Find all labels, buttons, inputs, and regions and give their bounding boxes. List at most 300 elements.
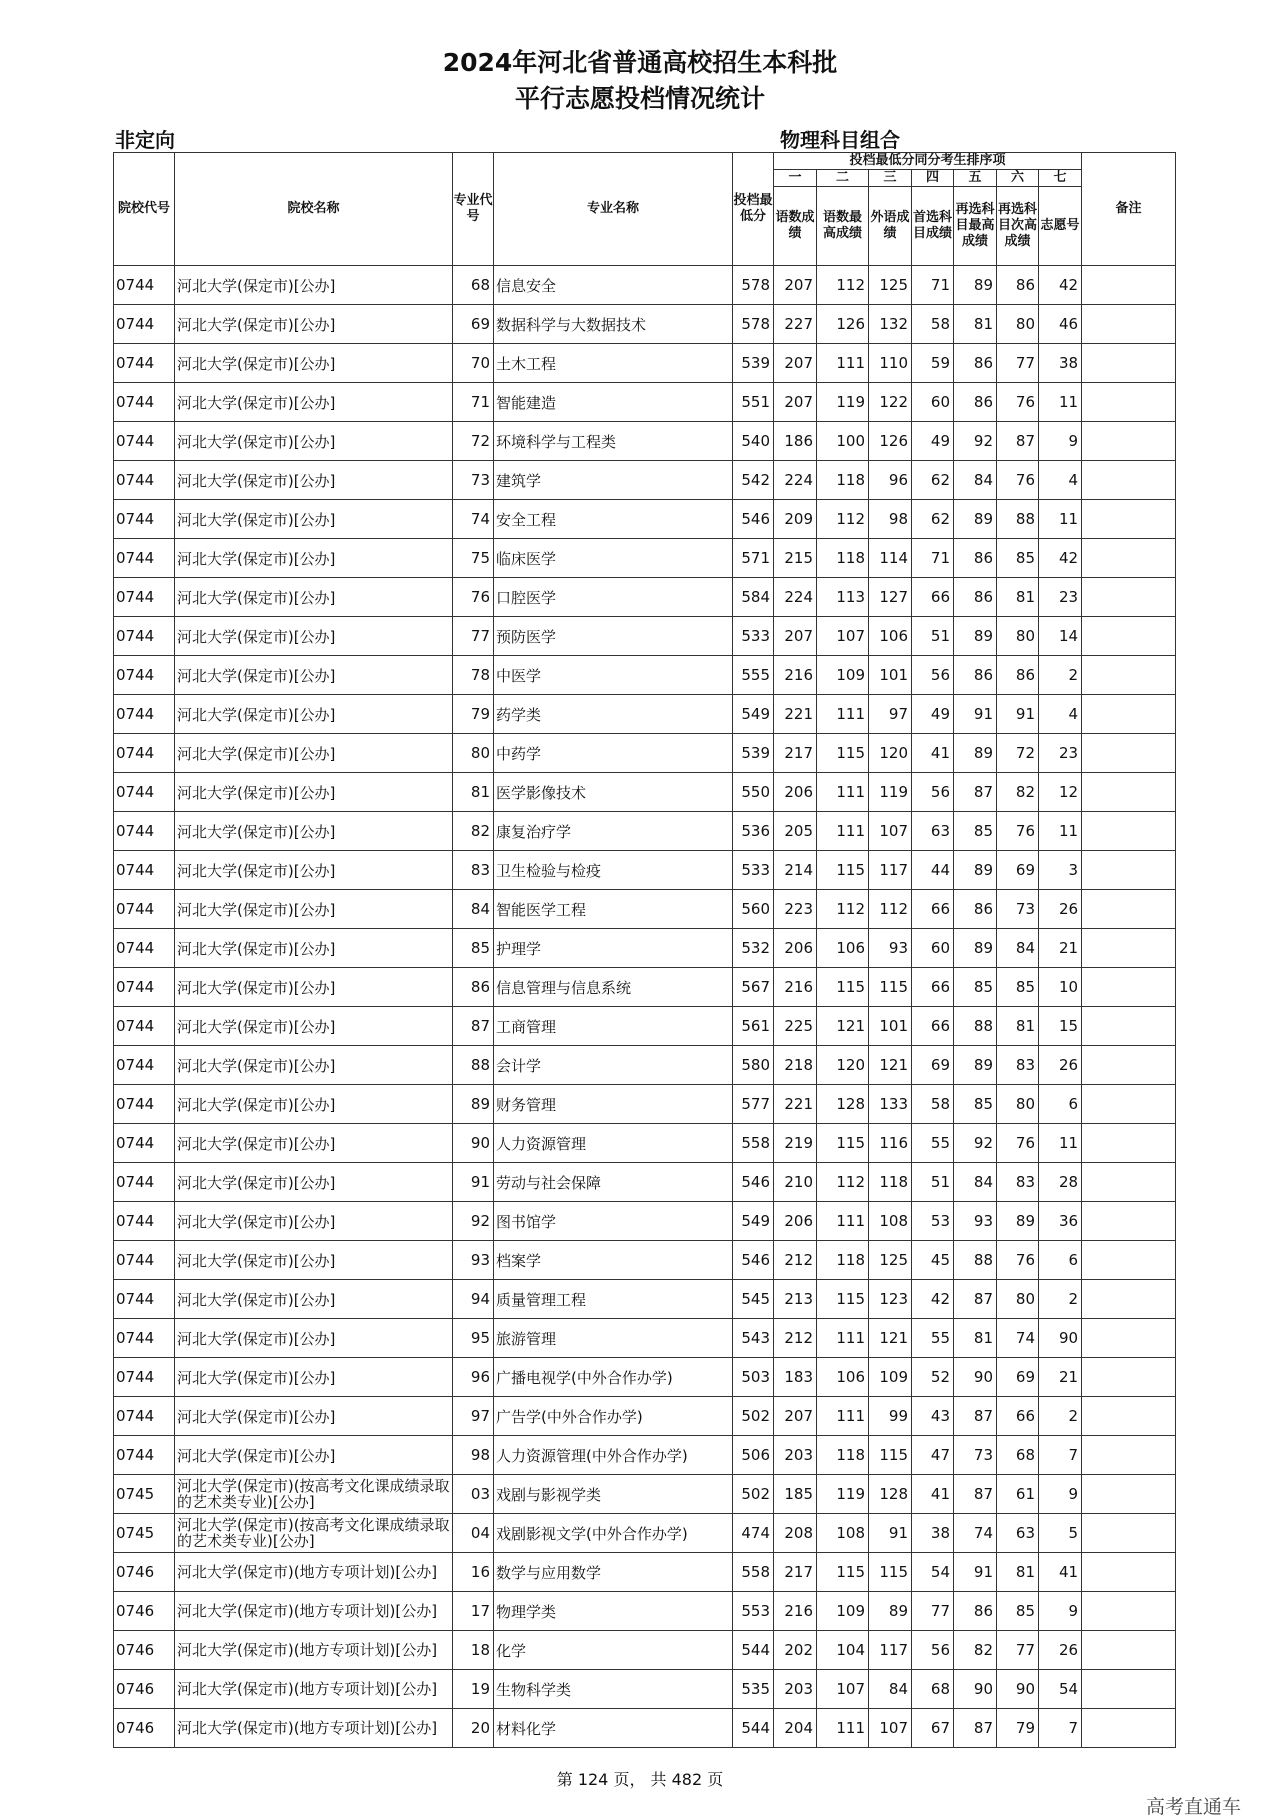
header-rank-1: 一: [774, 170, 817, 187]
cell-first-subject-score: 71: [912, 266, 954, 305]
cell-first-subject-score: 66: [912, 890, 954, 929]
cell-elective-max: 87: [954, 773, 997, 812]
cell-school-code: 0744: [114, 1124, 175, 1163]
table-row: [114, 773, 1176, 812]
cell-school-name: 河北大学(保定市)[公办]: [175, 578, 453, 617]
cell-school-code: 0744: [114, 695, 175, 734]
table-row: [114, 266, 1176, 305]
cell-chinese-math-score: 216: [774, 656, 817, 695]
cell-elective-max: 86: [954, 890, 997, 929]
header-rank-group: 投档最低分同分考生排序项: [774, 153, 1082, 170]
cell-school-code: 0744: [114, 968, 175, 1007]
cell-chinese-math-score: 209: [774, 500, 817, 539]
cell-preference-no: 2: [1039, 656, 1082, 695]
cell-major-code: 97: [453, 1397, 494, 1436]
cell-school-code: 0744: [114, 461, 175, 500]
table-row: [114, 1670, 1176, 1709]
cell-major-name: 物理学类: [494, 1592, 733, 1631]
cell-elective-second: 63: [997, 1514, 1039, 1553]
cell-chinese-math-max: 111: [817, 1397, 869, 1436]
cell-school-name: 河北大学(保定市)[公办]: [175, 383, 453, 422]
cell-first-subject-score: 66: [912, 578, 954, 617]
watermark: 高考直通车: [1146, 1796, 1242, 1818]
cell-school-name: 河北大学(保定市)[公办]: [175, 1163, 453, 1202]
cell-chinese-math-max: 118: [817, 1436, 869, 1475]
cell-chinese-math-max: 111: [817, 773, 869, 812]
cell-remark: [1082, 1670, 1176, 1709]
cell-min-score: 549: [733, 695, 774, 734]
cell-elective-second: 76: [997, 383, 1039, 422]
cell-school-name: 河北大学(保定市)[公办]: [175, 500, 453, 539]
cell-preference-no: 11: [1039, 1124, 1082, 1163]
cell-chinese-math-score: 206: [774, 773, 817, 812]
cell-school-name: 河北大学(保定市)[公办]: [175, 734, 453, 773]
cell-min-score: 474: [733, 1514, 774, 1553]
cell-chinese-math-score: 216: [774, 968, 817, 1007]
cell-chinese-math-score: 214: [774, 851, 817, 890]
cell-chinese-math-score: 227: [774, 305, 817, 344]
cell-school-code: 0744: [114, 734, 175, 773]
cell-chinese-math-score: 219: [774, 1124, 817, 1163]
cell-major-name: 广播电视学(中外合作办学): [494, 1358, 733, 1397]
table-row: [114, 539, 1176, 578]
header-rank-7: 七: [1039, 170, 1082, 187]
cell-foreign-language-score: 91: [869, 1514, 912, 1553]
cell-chinese-math-max: 112: [817, 1163, 869, 1202]
table-row: [114, 305, 1176, 344]
cell-school-code: 0745: [114, 1475, 175, 1514]
cell-school-code: 0744: [114, 578, 175, 617]
cell-elective-max: 87: [954, 1280, 997, 1319]
table-row: [114, 1280, 1176, 1319]
cell-remark: [1082, 890, 1176, 929]
cell-chinese-math-max: 115: [817, 1553, 869, 1592]
cell-major-name: 中医学: [494, 656, 733, 695]
cell-remark: [1082, 1553, 1176, 1592]
cell-school-code: 0746: [114, 1553, 175, 1592]
cell-first-subject-score: 60: [912, 929, 954, 968]
table-row: [114, 1592, 1176, 1631]
cell-school-code: 0744: [114, 617, 175, 656]
cell-remark: [1082, 1280, 1176, 1319]
cell-elective-second: 85: [997, 539, 1039, 578]
cell-foreign-language-score: 123: [869, 1280, 912, 1319]
cell-foreign-language-score: 120: [869, 734, 912, 773]
cell-major-name: 档案学: [494, 1241, 733, 1280]
cell-preference-no: 42: [1039, 539, 1082, 578]
cell-elective-second: 83: [997, 1046, 1039, 1085]
cell-major-name: 人力资源管理: [494, 1124, 733, 1163]
cell-major-code: 76: [453, 578, 494, 617]
cell-major-code: 90: [453, 1124, 494, 1163]
cell-elective-max: 74: [954, 1514, 997, 1553]
cell-first-subject-score: 55: [912, 1319, 954, 1358]
cell-first-subject-score: 56: [912, 1631, 954, 1670]
cell-foreign-language-score: 89: [869, 1592, 912, 1631]
cell-foreign-language-score: 107: [869, 812, 912, 851]
table-row: [114, 890, 1176, 929]
cell-chinese-math-max: 115: [817, 851, 869, 890]
table-row: [114, 1241, 1176, 1280]
cell-major-code: 72: [453, 422, 494, 461]
cell-elective-second: 85: [997, 968, 1039, 1007]
cell-major-name: 旅游管理: [494, 1319, 733, 1358]
header-major-name: 专业名称: [494, 153, 733, 266]
cell-min-score: 543: [733, 1319, 774, 1358]
cell-first-subject-score: 38: [912, 1514, 954, 1553]
cell-foreign-language-score: 108: [869, 1202, 912, 1241]
cell-preference-no: 14: [1039, 617, 1082, 656]
header-min-score: 投档最低分: [733, 153, 774, 266]
cell-elective-second: 85: [997, 1592, 1039, 1631]
cell-elective-max: 89: [954, 1046, 997, 1085]
cell-remark: [1082, 1436, 1176, 1475]
cell-major-code: 16: [453, 1553, 494, 1592]
cell-elective-max: 87: [954, 1709, 997, 1748]
table-header: [114, 153, 1176, 266]
cell-major-code: 17: [453, 1592, 494, 1631]
table-row: [114, 1046, 1176, 1085]
table-row: [114, 734, 1176, 773]
table-row: [114, 1709, 1176, 1748]
cell-remark: [1082, 1397, 1176, 1436]
page-number: 第 124 页， 共 482 页: [556, 1770, 724, 1789]
cell-school-name: 河北大学(保定市)[公办]: [175, 968, 453, 1007]
cell-preference-no: 7: [1039, 1709, 1082, 1748]
cell-remark: [1082, 305, 1176, 344]
cell-elective-max: 85: [954, 812, 997, 851]
cell-foreign-language-score: 119: [869, 773, 912, 812]
cell-chinese-math-max: 111: [817, 344, 869, 383]
cell-chinese-math-max: 109: [817, 656, 869, 695]
cell-elective-second: 84: [997, 929, 1039, 968]
cell-chinese-math-max: 100: [817, 422, 869, 461]
header-remark: 备注: [1082, 153, 1176, 266]
header-rank-3: 三: [869, 170, 912, 187]
cell-school-code: 0744: [114, 539, 175, 578]
cell-chinese-math-score: 213: [774, 1280, 817, 1319]
cell-elective-second: 86: [997, 266, 1039, 305]
table-row: [114, 929, 1176, 968]
cell-chinese-math-max: 112: [817, 500, 869, 539]
admission-table: [113, 152, 1176, 1748]
cell-elective-second: 77: [997, 344, 1039, 383]
cell-elective-second: 83: [997, 1163, 1039, 1202]
cell-elective-second: 76: [997, 1124, 1039, 1163]
cell-elective-max: 89: [954, 851, 997, 890]
cell-major-code: 04: [453, 1514, 494, 1553]
cell-min-score: 578: [733, 266, 774, 305]
cell-school-code: 0744: [114, 305, 175, 344]
cell-first-subject-score: 49: [912, 695, 954, 734]
cell-remark: [1082, 539, 1176, 578]
cell-elective-max: 89: [954, 500, 997, 539]
cell-foreign-language-score: 122: [869, 383, 912, 422]
cell-major-name: 数据科学与大数据技术: [494, 305, 733, 344]
cell-preference-no: 5: [1039, 1514, 1082, 1553]
cell-school-code: 0744: [114, 890, 175, 929]
cell-remark: [1082, 1319, 1176, 1358]
cell-school-name: 河北大学(保定市)[公办]: [175, 773, 453, 812]
cell-chinese-math-score: 225: [774, 1007, 817, 1046]
cell-chinese-math-max: 115: [817, 1280, 869, 1319]
cell-chinese-math-score: 203: [774, 1436, 817, 1475]
header-school-name: 院校名称: [175, 153, 453, 266]
cell-major-code: 69: [453, 305, 494, 344]
cell-min-score: 555: [733, 656, 774, 695]
cell-remark: [1082, 1202, 1176, 1241]
cell-foreign-language-score: 116: [869, 1124, 912, 1163]
cell-chinese-math-score: 203: [774, 1670, 817, 1709]
table-row: [114, 1397, 1176, 1436]
cell-min-score: 561: [733, 1007, 774, 1046]
cell-remark: [1082, 1631, 1176, 1670]
cell-chinese-math-max: 111: [817, 1319, 869, 1358]
cell-major-code: 03: [453, 1475, 494, 1514]
cell-major-code: 20: [453, 1709, 494, 1748]
table-row: [114, 695, 1176, 734]
cell-remark: [1082, 695, 1176, 734]
cell-chinese-math-max: 111: [817, 1709, 869, 1748]
cell-elective-second: 69: [997, 851, 1039, 890]
cell-major-name: 工商管理: [494, 1007, 733, 1046]
cell-major-name: 数学与应用数学: [494, 1553, 733, 1592]
cell-foreign-language-score: 93: [869, 929, 912, 968]
cell-school-name: 河北大学(保定市)[公办]: [175, 851, 453, 890]
cell-major-name: 图书馆学: [494, 1202, 733, 1241]
cell-first-subject-score: 77: [912, 1592, 954, 1631]
cell-school-name: 河北大学(保定市)[公办]: [175, 1241, 453, 1280]
cell-min-score: 544: [733, 1709, 774, 1748]
cell-school-code: 0744: [114, 1241, 175, 1280]
cell-school-code: 0746: [114, 1592, 175, 1631]
cell-school-name: 河北大学(保定市)[公办]: [175, 656, 453, 695]
cell-chinese-math-score: 224: [774, 461, 817, 500]
cell-school-code: 0744: [114, 929, 175, 968]
cell-remark: [1082, 929, 1176, 968]
cell-first-subject-score: 68: [912, 1670, 954, 1709]
cell-first-subject-score: 42: [912, 1280, 954, 1319]
cell-first-subject-score: 67: [912, 1709, 954, 1748]
cell-remark: [1082, 1007, 1176, 1046]
cell-school-name: 河北大学(保定市)[公办]: [175, 890, 453, 929]
cell-first-subject-score: 41: [912, 734, 954, 773]
cell-foreign-language-score: 126: [869, 422, 912, 461]
cell-elective-second: 76: [997, 1241, 1039, 1280]
cell-elective-max: 86: [954, 344, 997, 383]
cell-major-code: 80: [453, 734, 494, 773]
table-row: [114, 1475, 1176, 1514]
cell-elective-second: 87: [997, 422, 1039, 461]
cell-remark: [1082, 1241, 1176, 1280]
cell-elective-max: 89: [954, 929, 997, 968]
cell-chinese-math-max: 115: [817, 968, 869, 1007]
cell-chinese-math-max: 121: [817, 1007, 869, 1046]
cell-chinese-math-max: 104: [817, 1631, 869, 1670]
cell-elective-max: 87: [954, 1397, 997, 1436]
cell-major-code: 96: [453, 1358, 494, 1397]
cell-remark: [1082, 968, 1176, 1007]
cell-chinese-math-score: 206: [774, 1202, 817, 1241]
cell-elective-max: 84: [954, 461, 997, 500]
cell-min-score: 533: [733, 851, 774, 890]
cell-foreign-language-score: 106: [869, 617, 912, 656]
cell-min-score: 545: [733, 1280, 774, 1319]
table-row: [114, 1631, 1176, 1670]
cell-foreign-language-score: 101: [869, 1007, 912, 1046]
cell-min-score: 506: [733, 1436, 774, 1475]
cell-major-code: 70: [453, 344, 494, 383]
table-row: [114, 1124, 1176, 1163]
cell-elective-max: 82: [954, 1631, 997, 1670]
cell-preference-no: 54: [1039, 1670, 1082, 1709]
table-row: [114, 1085, 1176, 1124]
cell-school-code: 0744: [114, 383, 175, 422]
cell-foreign-language-score: 110: [869, 344, 912, 383]
cell-school-code: 0746: [114, 1709, 175, 1748]
cell-remark: [1082, 1358, 1176, 1397]
cell-preference-no: 9: [1039, 1475, 1082, 1514]
cell-school-code: 0744: [114, 1202, 175, 1241]
cell-foreign-language-score: 132: [869, 305, 912, 344]
cell-major-code: 81: [453, 773, 494, 812]
cell-chinese-math-max: 115: [817, 734, 869, 773]
cell-elective-second: 81: [997, 578, 1039, 617]
cell-remark: [1082, 578, 1176, 617]
cell-elective-max: 84: [954, 1163, 997, 1202]
cell-major-code: 19: [453, 1670, 494, 1709]
table-row: [114, 1436, 1176, 1475]
cell-first-subject-score: 56: [912, 773, 954, 812]
cell-school-name: 河北大学(保定市)[公办]: [175, 1124, 453, 1163]
cell-school-code: 0744: [114, 500, 175, 539]
cell-school-code: 0744: [114, 1319, 175, 1358]
cell-elective-second: 86: [997, 656, 1039, 695]
cell-remark: [1082, 773, 1176, 812]
cell-foreign-language-score: 117: [869, 851, 912, 890]
table-row: [114, 1319, 1176, 1358]
cell-first-subject-score: 56: [912, 656, 954, 695]
table-row: [114, 812, 1176, 851]
header-foreign-language-score: 外语成绩: [869, 187, 912, 266]
table-row: [114, 461, 1176, 500]
cell-elective-second: 91: [997, 695, 1039, 734]
cell-school-code: 0744: [114, 851, 175, 890]
cell-remark: [1082, 1709, 1176, 1748]
cell-school-name: 河北大学(保定市)(地方专项计划)[公办]: [175, 1709, 453, 1748]
cell-major-name: 广告学(中外合作办学): [494, 1397, 733, 1436]
cell-elective-max: 73: [954, 1436, 997, 1475]
cell-chinese-math-score: 202: [774, 1631, 817, 1670]
cell-remark: [1082, 734, 1176, 773]
cell-major-code: 84: [453, 890, 494, 929]
cell-school-code: 0744: [114, 656, 175, 695]
cell-school-code: 0746: [114, 1670, 175, 1709]
cell-chinese-math-score: 223: [774, 890, 817, 929]
cell-chinese-math-score: 207: [774, 1397, 817, 1436]
cell-preference-no: 41: [1039, 1553, 1082, 1592]
cell-chinese-math-score: 212: [774, 1241, 817, 1280]
cell-preference-no: 90: [1039, 1319, 1082, 1358]
cell-elective-max: 91: [954, 1553, 997, 1592]
header-elective-max: 再选科目最高成绩: [954, 187, 997, 266]
cell-min-score: 553: [733, 1592, 774, 1631]
cell-school-name: 河北大学(保定市)[公办]: [175, 812, 453, 851]
header-first-subject-score: 首选科目成绩: [912, 187, 954, 266]
cell-preference-no: 3: [1039, 851, 1082, 890]
cell-chinese-math-score: 217: [774, 734, 817, 773]
cell-chinese-math-score: 212: [774, 1319, 817, 1358]
cell-min-score: 584: [733, 578, 774, 617]
cell-major-code: 78: [453, 656, 494, 695]
cell-elective-second: 82: [997, 773, 1039, 812]
cell-first-subject-score: 63: [912, 812, 954, 851]
cell-remark: [1082, 851, 1176, 890]
cell-major-code: 94: [453, 1280, 494, 1319]
cell-chinese-math-score: 215: [774, 539, 817, 578]
cell-remark: [1082, 1592, 1176, 1631]
cell-remark: [1082, 500, 1176, 539]
cell-chinese-math-max: 112: [817, 890, 869, 929]
cell-first-subject-score: 54: [912, 1553, 954, 1592]
cell-chinese-math-score: 185: [774, 1475, 817, 1514]
cell-chinese-math-score: 206: [774, 929, 817, 968]
cell-foreign-language-score: 128: [869, 1475, 912, 1514]
cell-elective-second: 61: [997, 1475, 1039, 1514]
cell-elective-second: 90: [997, 1670, 1039, 1709]
cell-min-score: 551: [733, 383, 774, 422]
cell-chinese-math-max: 128: [817, 1085, 869, 1124]
page-title-line-2: 平行志愿投档情况统计: [514, 84, 765, 113]
cell-major-name: 戏剧影视文学(中外合作办学): [494, 1514, 733, 1553]
cell-school-code: 0744: [114, 422, 175, 461]
cell-foreign-language-score: 107: [869, 1709, 912, 1748]
cell-foreign-language-score: 109: [869, 1358, 912, 1397]
cell-first-subject-score: 66: [912, 1007, 954, 1046]
cell-elective-max: 89: [954, 266, 997, 305]
table-row: [114, 1514, 1176, 1553]
header-preference-no: 志愿号: [1039, 187, 1082, 266]
cell-major-name: 信息管理与信息系统: [494, 968, 733, 1007]
cell-major-name: 智能医学工程: [494, 890, 733, 929]
cell-first-subject-score: 52: [912, 1358, 954, 1397]
cell-chinese-math-max: 126: [817, 305, 869, 344]
cell-major-name: 中药学: [494, 734, 733, 773]
table-row: [114, 617, 1176, 656]
cell-major-name: 化学: [494, 1631, 733, 1670]
cell-min-score: 542: [733, 461, 774, 500]
cell-elective-max: 90: [954, 1358, 997, 1397]
cell-preference-no: 26: [1039, 890, 1082, 929]
cell-school-code: 0744: [114, 1007, 175, 1046]
cell-school-code: 0744: [114, 1358, 175, 1397]
cell-chinese-math-max: 118: [817, 461, 869, 500]
cell-remark: [1082, 1046, 1176, 1085]
cell-remark: [1082, 422, 1176, 461]
cell-school-name: 河北大学(保定市)[公办]: [175, 1397, 453, 1436]
cell-elective-second: 79: [997, 1709, 1039, 1748]
cell-preference-no: 38: [1039, 344, 1082, 383]
cell-remark: [1082, 617, 1176, 656]
cell-major-name: 信息安全: [494, 266, 733, 305]
cell-foreign-language-score: 133: [869, 1085, 912, 1124]
cell-foreign-language-score: 121: [869, 1319, 912, 1358]
cell-chinese-math-max: 107: [817, 1670, 869, 1709]
cell-first-subject-score: 58: [912, 305, 954, 344]
cell-foreign-language-score: 127: [869, 578, 912, 617]
cell-preference-no: 2: [1039, 1280, 1082, 1319]
cell-preference-no: 26: [1039, 1631, 1082, 1670]
